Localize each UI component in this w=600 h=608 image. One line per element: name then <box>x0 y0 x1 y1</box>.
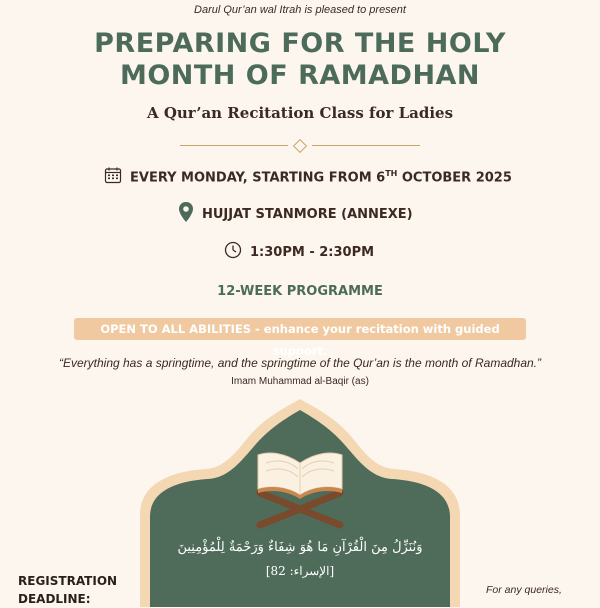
schedule-text: EVERY MONDAY, STARTING FROM 6TH OCTOBER 2025 <box>130 168 512 186</box>
calendar-icon <box>104 166 122 188</box>
registration-deadline <box>18 572 118 608</box>
quran-verse-arabic: وَنُنَزِّلُ مِنَ الْقُرْآنِ مَا هُوَ شِفَاءٌ وَرَحْمَةٌ لِلْمُؤْمِنِينَ <box>177 540 423 555</box>
quran-verse-reference: [الإسراء: 82] <box>265 564 335 578</box>
presenter-text: Darul Qur’an wal Itrah is pleased to present <box>194 4 406 16</box>
location-text: HUJJAT STANMORE (ANNEXE) <box>202 206 413 222</box>
time-text: 1:30PM - 2:30PM <box>250 244 375 260</box>
subtitle: A Qur’an Recitation Class for Ladies <box>146 104 454 122</box>
quote-source: Imam Muhammad al-Baqir (as) <box>231 376 369 387</box>
divider-diamond <box>293 139 307 153</box>
clock-icon <box>224 241 242 263</box>
title-line-2: MONTH OF RAMADHAN <box>119 60 481 91</box>
abilities-banner: OPEN TO ALL ABILITIES - enhance your recitation with guided support. <box>74 318 526 340</box>
page-title <box>0 28 600 92</box>
programme-length: 12-WEEK PROGRAMME <box>217 284 383 299</box>
divider-line-left <box>180 145 288 146</box>
quote-text: “Everything has a springtime, and the springtime of the Qur’an is the month of Ramadhan.” <box>58 356 542 370</box>
divider-line-right <box>312 145 420 146</box>
registration-line-2: DEADLINE: <box>18 592 91 606</box>
registration-line-1: REGISTRATION <box>18 574 118 588</box>
time-row <box>224 241 374 263</box>
location-pin-icon <box>178 201 194 227</box>
queries-text: For any queries, <box>486 584 562 596</box>
ornamental-divider <box>180 139 420 153</box>
schedule-row <box>104 166 512 188</box>
location-row <box>178 201 413 227</box>
title-line-1: PREPARING FOR THE HOLY <box>94 28 506 59</box>
